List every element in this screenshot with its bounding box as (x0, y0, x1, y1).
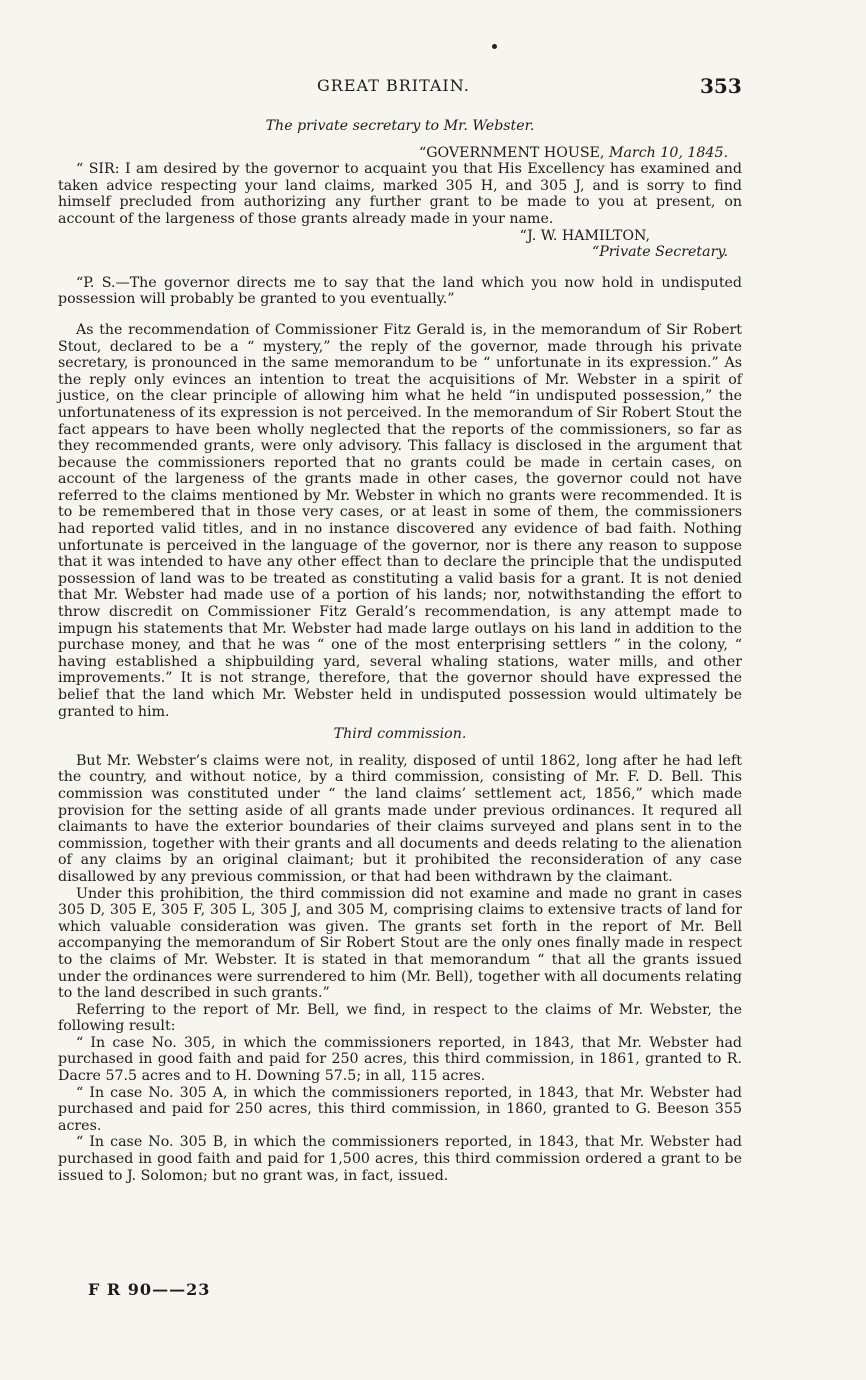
running-head: GREAT BRITAIN. (317, 76, 470, 95)
section-paragraph: “ In case No. 305 B, in which the commissioners reported, in 1843, that Mr. Webster had purchased in good faith and paid for 1,500 acres, this third commission ordered a grant to be issued to J. Solomon; but no grant was, in fact, issued. (58, 1134, 742, 1184)
section-paragraph: “ In case No. 305, in which the commissioners reported, in 1843, that Mr. Webster had purchased in good faith and paid for 250 acres, this third commission, in 1861, granted to R. Dacre 57.5 acres and to H. Downing 57.5; in all, 115 acres. (58, 1034, 742, 1085)
dateline-date: March 10, 1845. (608, 144, 728, 161)
page-header (0, 74, 866, 100)
section-paragraph: Referring to the report of Mr. Bell, we find, in respect to the claims of Mr. Webster, the following result: (58, 1001, 742, 1035)
body-paragraph: As the recommendation of Commissioner Fitz Gerald is, in the memorandum of Sir Robert Stout, declared to be a “ mystery,” the reply of the governor, made through his private secretary, is pronounced in the same memorandum to be “ unfortunate in its expression.” As the reply only evinces an intention to treat the acquisitions of Mr. Webster in a spirit of justice, on the clear principle of allowing him what he held “in undisputed possession,” the unfortunateness of its expression is not perceived. In the memorandum of Sir Robert Stout the fact appears to have been wholly neglected that the reports of the commissioners, so far as they recommended grants, were only advisory. This fallacy is disclosed in the argument that because the commissioners reported that no grants could be made in certain cases, on account of the largeness of the grants made in other cases, the governor could not have referred to the claims mentioned by Mr. Webster in which no grants were recommended. It is to be remembered that in those very cases, or at least in some of them, the commissioners had reported valid titles, and in no instance discovered any evidence of bad faith. Nothing unfortunate is perceived in the language of the governor, nor is there any reason to suppose that it was intended to have any other effect than to declare the principle that the undisputed possession of land was to be treated as constituting a valid basis for a grant. It is not denied that Mr. Webster had made use of a portion of his lands; nor, notwithstanding the effort to throw discredit on Commissioner Fitz Gerald’s recommendation, is any attempt made to impugn his statements that Mr. Webster had made large outlays on his land in addition to the purchase money, and that he was “ one of the most enterprising settlers ” in the colony, “ having established a shipbuilding yard, several whaling stations, water mills, and other improvements.” It is not strange, therefore, that the governor should have expressed the belief that the land which Mr. Webster held in undisputed possession would ultimately be granted to him. (58, 321, 742, 720)
section-paragraph: But Mr. Webster’s claims were not, in reality, disposed of until 1862, long after he had left the country, and without notice, by a third commission, consisting of Mr. F. D. Bell. This commission was constituted under “ the land claims’ settlement act, 1856,” which made provision for the setting aside of all grants made under previous ordinances. It requred all claimants to have the exterior boundaries of their claims surveyed and plans sent in to the commission, together with their grants and all documents and deeds relating to the alienation of any claims by an original claimant; but it prohibited the reconsideration of any case disallowed by any previous commission, or that had been withdrawn by the claimant. (58, 752, 742, 885)
letter-dateline (58, 145, 728, 162)
section-paragraph: Under this prohibition, the third commission did not examine and made no grant in cases 305 D, 305 E, 305 F, 305 L, 305 J, and 305 M, comprising claims to extensive tracts of land for which valuable consideration was given. The grants set forth in the report of Mr. Bell accompanying the memorandum of Sir Robert Stout are the only ones finally made in respect to the claims of Mr. Webster. It is stated in that memorandum “ that all the grants issued under the ordinances were surrendered to him (Mr. Bell), together with all documents relating to the land described in such grants.” (58, 885, 742, 1002)
dateline-place: “GOVERNMENT HOUSE, (418, 144, 609, 161)
section-heading: Third commission. (333, 726, 467, 743)
letter-signature-title: “Private Secretary. (591, 244, 728, 261)
letter-heading: The private secretary to Mr. Webster. (265, 118, 535, 134)
signature-mark: F R 90——23 (88, 1280, 211, 1299)
section-paragraph: “ In case No. 305 A, in which the commissioners reported, in 1843, that Mr. Webster had purchased and paid for 250 acres, this third commission, in 1860, granted to G. Beeson 355 acres. (58, 1084, 742, 1134)
page-number: 353 (700, 74, 742, 98)
stray-dot-mark (492, 44, 497, 49)
letter-postscript: “P. S.—The governor directs me to say that the land which you now hold in undisputed possession will probably be granted to you eventually.” (58, 274, 742, 308)
page-content (58, 112, 742, 1184)
letter-body: “ SIR: I am desired by the governor to acquaint you that His Excellency has examined and taken advice respecting your land claims, marked 305 H, and 305 J, and is sorry to find himself precluded from authorizing any further grant to be made to you at present, on account of the largeness of those grants already made in your name. (58, 161, 742, 227)
letter-signature-name: “J. W. HAMILTON, (519, 227, 650, 244)
